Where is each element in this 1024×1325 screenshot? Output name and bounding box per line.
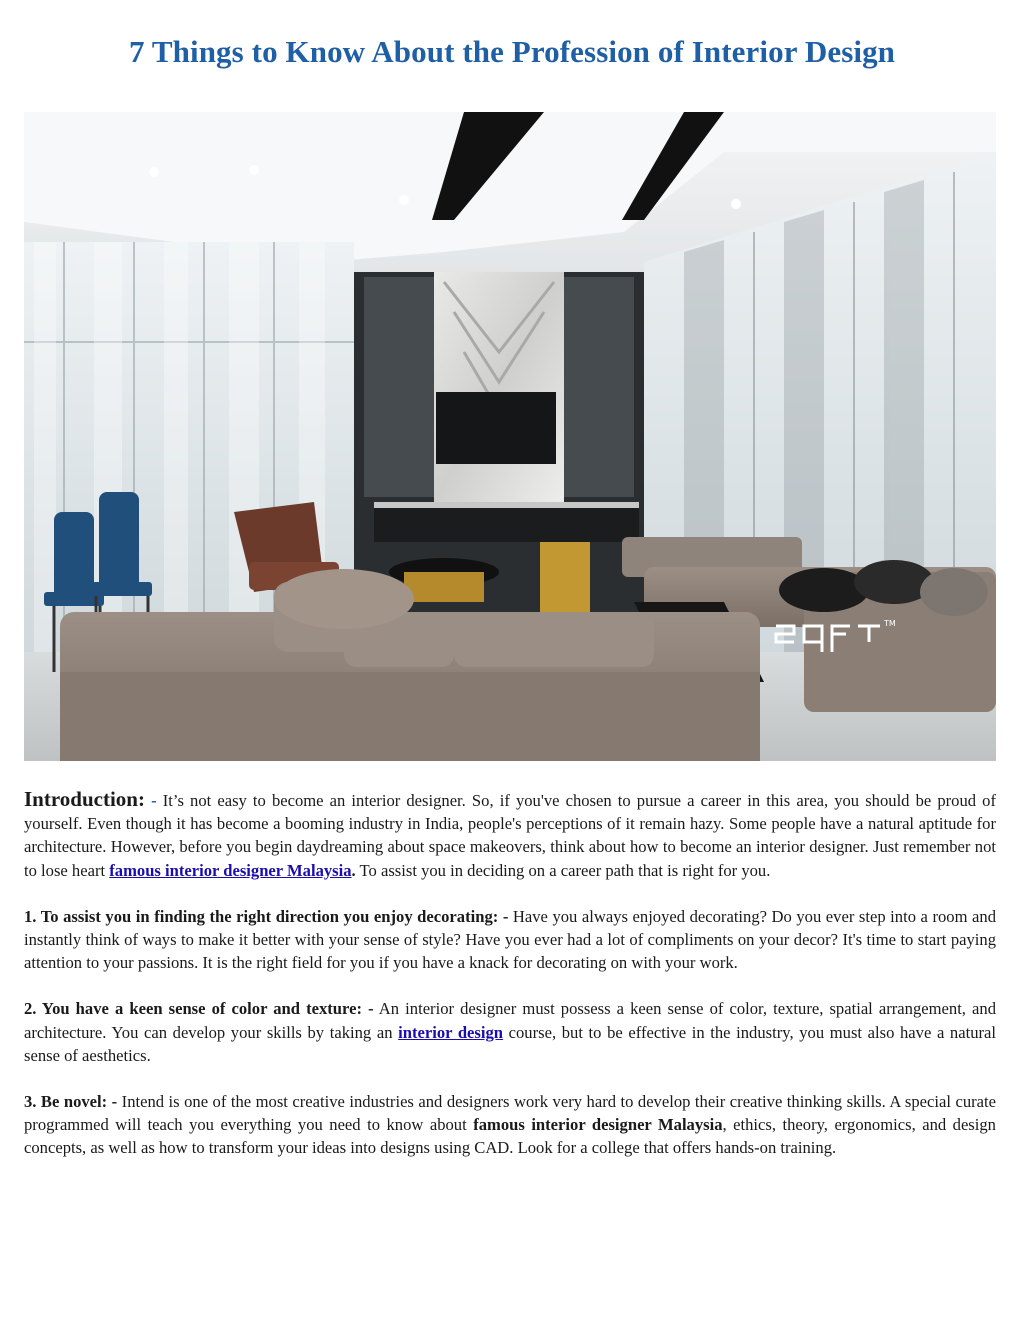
famous-interior-designer-link[interactable]: famous interior designer Malaysia <box>109 860 352 880</box>
intro-text-end: To assist you in deciding on a career path that is right for you. <box>355 860 771 880</box>
section-3-heading: 3. Be novel: - <box>24 1092 118 1112</box>
intro-link-period: . <box>351 860 356 880</box>
intro-paragraph <box>24 788 996 882</box>
section-2-text-end: course, but to be effective in the industry, you must also have a natural sense of aesthetics. <box>24 1022 996 1065</box>
section-2-heading: 2. You have a keen sense of color and texture: - <box>24 999 374 1019</box>
interior-design-link[interactable]: interior design <box>398 1022 504 1042</box>
photo-logo-trademark: TM <box>884 619 896 628</box>
section-3 <box>24 1090 996 1160</box>
section-3-bold-phrase: famous interior designer Malaysia <box>473 1115 723 1135</box>
intro-label: Introduction: <box>24 787 145 811</box>
intro-separator: - <box>151 791 157 810</box>
living-room-photo <box>24 112 996 761</box>
article-body <box>24 788 996 1183</box>
document-title: 7 Things to Know About the Profession of Interior Design <box>128 34 896 69</box>
section-3-text-end: , ethics, theory, ergonomics, and design concepts, as well as how to transform your ideas into designs using CAD. Look for a college that offers hands-on training. <box>24 1115 996 1158</box>
intro-text: It’s not easy to become an interior designer. So, if you've chosen to pursue a career in this area, you should be proud of yourself. Even though it has become a booming industry in India, people's perceptions of it remain hazy. Some people have a natural aptitude for architecture. However, before you begin daydreaming about space makeovers, think about how to become an interior designer. Just remember not to lose heart <box>24 791 996 880</box>
section-2 <box>24 997 996 1067</box>
section-1-heading: 1. To assist you in finding the right direction you enjoy decorating: - <box>24 906 509 926</box>
section-3-text: Intend is one of the most creative industries and designers work very hard to develop their creative thinking skills. A special curate programmed will teach you everything you need to know about <box>24 1092 996 1135</box>
section-2-text: An interior designer must possess a keen sense of color, texture, spatial arrangement, and architecture. You can develop your skills by taking an <box>24 999 997 1042</box>
section-1 <box>24 905 996 975</box>
section-1-text: Have you always enjoyed decorating? Do you ever step into a room and instantly think of ways to make it better with your sense of style? Have you ever had a lot of compliments on your decor? It's time to start paying attention to your passions. It is the right field for you if you have a knack for decorating on with your work. <box>24 906 996 973</box>
